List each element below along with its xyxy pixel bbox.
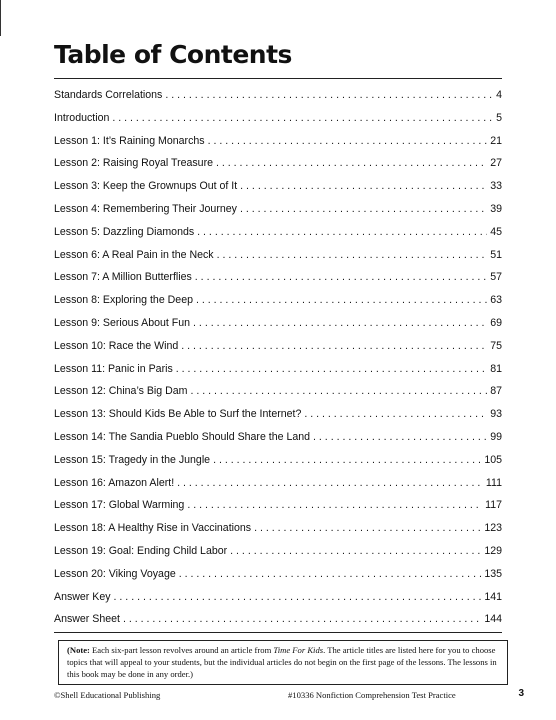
dot-leader (213, 453, 481, 467)
toc-entry-page: 87 (490, 385, 502, 398)
toc-entry-page: 123 (484, 522, 502, 535)
page-title: Table of Contents (54, 40, 292, 69)
dot-leader (176, 362, 487, 376)
toc-entry-label: Lesson 2: Raising Royal Treasure (54, 157, 213, 170)
dot-leader (190, 384, 487, 398)
toc-entry (54, 453, 502, 476)
toc-entry-label: Lesson 20: Viking Voyage (54, 567, 176, 580)
dot-leader (304, 407, 487, 421)
toc-entry-page: 111 (485, 476, 502, 489)
dot-leader (193, 316, 487, 330)
toc-entry-label: Lesson 7: A Million Butterflies (54, 271, 192, 284)
note-box (58, 640, 508, 685)
toc-entry (54, 430, 502, 453)
toc-entry-page: 5 (496, 111, 502, 124)
toc-entry-page: 63 (490, 294, 502, 307)
toc-entry-page: 99 (490, 430, 502, 443)
toc-entry (54, 156, 502, 179)
toc-entry (54, 179, 502, 202)
toc-entry-label: Standards Correlations (54, 89, 163, 101)
toc-entry-label: Lesson 19: Goal: Ending Child Labor (54, 544, 228, 557)
toc-entry-label: Lesson 11: Panic in Paris (54, 362, 173, 375)
note-lead: (Note: (67, 645, 90, 655)
toc-entry-label: Lesson 1: It’s Raining Monarchs (54, 134, 205, 147)
toc-entry-page: 141 (484, 590, 502, 603)
dot-leader (217, 248, 488, 262)
toc-entry-page: 39 (490, 202, 502, 215)
dot-leader (179, 567, 482, 581)
toc-entry-page: 27 (490, 157, 502, 170)
toc-entry-page: 4 (496, 89, 502, 101)
toc-entry-label: Answer Sheet (54, 613, 120, 626)
toc-entry-label: Lesson 17: Global Warming (54, 499, 185, 512)
toc-entry-label: Lesson 6: A Real Pain in the Neck (54, 248, 214, 261)
toc-entry (54, 407, 502, 430)
toc-entry (54, 202, 502, 225)
toc-entry-page: 105 (484, 453, 502, 466)
table-of-contents (54, 88, 502, 635)
toc-entry (54, 316, 502, 339)
toc-entry-label: Lesson 10: Race the Wind (54, 339, 179, 352)
toc-entry-label: Lesson 5: Dazzling Diamonds (54, 225, 195, 238)
toc-entry-page: 135 (484, 567, 502, 580)
toc-entry-label: Lesson 14: The Sandia Pueblo Should Share the Land (54, 430, 311, 443)
toc-entry (54, 521, 502, 544)
toc-entry-page: 33 (490, 180, 502, 193)
toc-entry-label: Answer Key (54, 590, 111, 603)
toc-entry-page: 57 (490, 271, 502, 284)
dot-leader (230, 544, 481, 558)
toc-entry-page: 51 (490, 248, 502, 261)
dot-leader (197, 225, 487, 239)
toc-entry-label: Lesson 8: Exploring the Deep (54, 294, 193, 307)
toc-entry-label: Introduction (54, 111, 110, 124)
bottom-rule (54, 632, 502, 633)
toc-entry-page: 69 (490, 316, 502, 329)
toc-entry-label: Lesson 15: Tragedy in the Jungle (54, 453, 211, 466)
toc-entry-page: 129 (484, 544, 502, 557)
toc-entry (54, 590, 502, 613)
toc-entry (54, 293, 502, 316)
toc-entry (54, 248, 502, 271)
toc-entry-page: 93 (490, 408, 502, 421)
footer-page-number: 3 (518, 688, 524, 699)
dot-leader (177, 476, 483, 490)
toc-entry-page: 45 (490, 225, 502, 238)
toc-entry (54, 134, 502, 157)
crop-mark (0, 0, 1, 36)
title-rule (54, 78, 502, 79)
note-text-2: . The article titles are listed here for you to choose topics that will appeal to your students, but the individual articles do not begin on the first page of the lessons. The lessons in this book may be done in any order.) (67, 645, 497, 679)
dot-leader (240, 179, 487, 193)
dot-leader (196, 293, 487, 307)
dot-leader (313, 430, 487, 444)
toc-entry (54, 544, 502, 567)
toc-entry (54, 476, 502, 499)
note-text-1: Each six-part lesson revolves around an article from (89, 645, 274, 655)
toc-entry-page: 117 (485, 499, 502, 512)
toc-entry-label: Lesson 18: A Healthy Rise in Vaccinations (54, 522, 252, 535)
toc-entry-page: 144 (484, 613, 502, 626)
toc-entry-label: Lesson 9: Serious About Fun (54, 316, 191, 329)
dot-leader (181, 339, 487, 353)
toc-entry-label: Lesson 12: China’s Big Dam (54, 385, 188, 398)
toc-entry-label: Lesson 3: Keep the Grownups Out of It (54, 180, 238, 193)
toc-entry-page: 21 (490, 134, 502, 147)
toc-entry (54, 339, 502, 362)
toc-entry-label: Lesson 16: Amazon Alert! (54, 476, 175, 489)
dot-leader (216, 156, 487, 170)
dot-leader (123, 612, 481, 626)
toc-entry (54, 362, 502, 385)
toc-entry-page: 75 (490, 339, 502, 352)
note-publication: Time For Kids (273, 645, 324, 655)
dot-leader (112, 111, 493, 125)
toc-entry (54, 498, 502, 521)
toc-entry-page: 81 (490, 362, 502, 375)
dot-leader (254, 521, 481, 535)
toc-entry (54, 88, 502, 111)
dot-leader (195, 270, 487, 284)
toc-entry (54, 111, 502, 134)
toc-entry-label: Lesson 4: Remembering Their Journey (54, 202, 237, 215)
toc-entry-label: Lesson 13: Should Kids Be Able to Surf the Internet? (54, 408, 302, 421)
toc-entry (54, 225, 502, 248)
toc-entry (54, 384, 502, 407)
dot-leader (240, 202, 487, 216)
dot-leader (114, 590, 482, 604)
toc-entry (54, 270, 502, 293)
footer-book-title: #10336 Nonfiction Comprehension Test Practice (288, 690, 456, 700)
footer-publisher: ©Shell Educational Publishing (54, 690, 161, 700)
dot-leader (208, 134, 488, 148)
toc-entry (54, 567, 502, 590)
dot-leader (165, 88, 493, 102)
dot-leader (187, 498, 482, 512)
